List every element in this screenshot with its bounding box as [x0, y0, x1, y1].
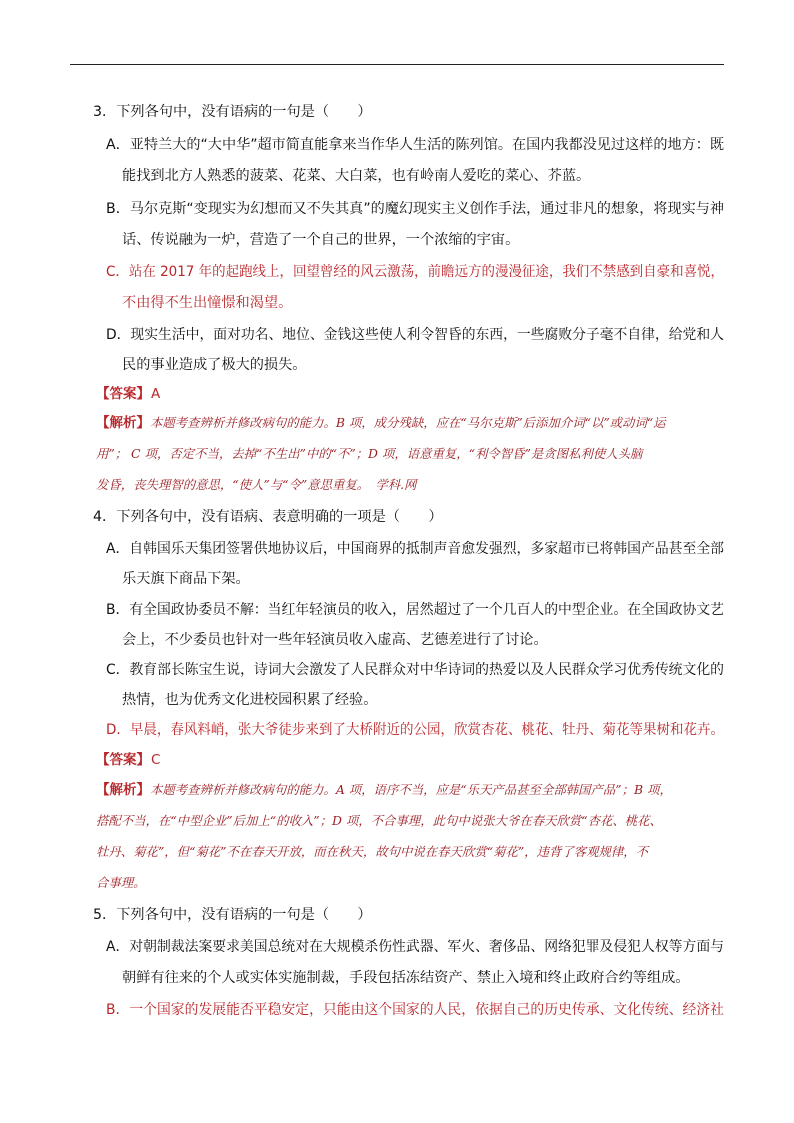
analysis-cont: 发昏，丧失理智的意思，“使人”与“令”意思重复。 学科.网 — [96, 477, 417, 492]
option-a: A．对朝制裁法案要求美国总统对在大规模杀伤性武器、军火、奢侈品、网络犯罪及侵犯人权等方面与 — [106, 939, 724, 955]
question-stem: 4．下列各句中，没有语病、表意明确的一项是（ ） — [93, 509, 443, 525]
analysis-label: 【解析】 — [96, 782, 150, 798]
option-b-cont: 话、传说融为一炉，营造了一个自己的世界，一个浓缩的宇宙。 — [122, 232, 520, 248]
option-b-cont: 会上，不少委员也针对一些年轻演员收入虚高、艺德差进行了讨论。 — [122, 632, 548, 648]
analysis-label: 【解析】 — [96, 415, 150, 431]
analysis-text: 本题考查辨析并修改病句的能力。B 项，成分残缺，应在“马尔克斯”后添加介词“以”或动词“运 — [150, 415, 666, 430]
question-stem: 3．下列各句中，没有语病的一句是（ ） — [93, 104, 372, 120]
option-c: C．教育部长陈宝生说，诗词大会激发了人民群众对中华诗词的热爱以及人民群众学习优秀传统文化的 — [106, 662, 725, 678]
option-a-cont: 朝鲜有往来的个人或实体实施制裁，手段包括冻结资产、禁止入境和终止政府合约等组成。 — [122, 970, 690, 986]
option-b: B．马尔克斯“变现实为幻想而又不失其真”的魔幻现实主义创作手法，通过非凡的想象，将现实与神 — [106, 201, 725, 217]
analysis-cont: 牡丹、菊花”，但“菊花”不在春天开放，而在秋天，故句中说在春天欣赏“菊花”，违背了客观规律，不 — [96, 844, 649, 859]
option-c-cont: 不由得不生出憧憬和渴望。 — [122, 295, 293, 311]
option-a: A．亚特兰大的“大中华”超市简直能拿来当作华人生活的陈列馆。在国内我都没见过这样的地方：既 — [106, 137, 725, 153]
answer-line — [96, 750, 160, 770]
option-b: B．有全国政协委员不解：当红年轻演员的收入，居然超过了一个几百人的中型企业。在全国政协文艺 — [106, 602, 725, 618]
analysis-cont: 用”； C 项，否定不当，去掉“不生出”中的“不”；D 项，语意重复，“利令智昏”是贪图私利使人头脑 — [96, 446, 643, 461]
option-a: A．自韩国乐天集团签署供地协议后，中国商界的抵制声音愈发强烈，多家超市已将韩国产品甚至全部 — [106, 541, 724, 557]
option-c: C．站在 2017 年的起跑线上，回望曾经的风云激荡，前瞻远方的漫漫征途，我们不禁感到自豪和喜悦， — [106, 264, 724, 280]
analysis-line — [96, 413, 724, 433]
analysis-cont: 合事理。 — [96, 875, 146, 890]
option-d: D．现实生活中，面对功名、地位、金钱这些使人利令智昏的东西，一些腐败分子毫不自律，给党和人 — [106, 327, 724, 343]
analysis-line — [96, 780, 724, 800]
analysis-cont: 搭配不当，在“中型企业”后加上“的收入”；D 项，不合事理，此句中说张大爷在春天欣赏“杏花、桃花、 — [96, 813, 662, 828]
answer-value: A — [151, 386, 161, 402]
option-a-cont: 能找到北方人熟悉的菠菜、花菜、大白菜，也有岭南人爱吃的菜心、芥蓝。 — [122, 168, 591, 184]
analysis-text: 本题考查辨析并修改病句的能力。A 项，语序不当，应是“乐天产品甚至全部韩国产品”；B 项， — [150, 782, 672, 797]
header-rule — [70, 64, 724, 65]
option-d-cont: 民的事业造成了极大的损失。 — [122, 357, 307, 373]
answer-line — [96, 384, 160, 404]
answer-value: C — [151, 752, 161, 768]
option-b: B．一个国家的发展能否平稳安定，只能由这个国家的人民，依据自己的历史传承、文化传统、经济社 — [106, 1002, 725, 1018]
answer-label: 【答案】 — [96, 752, 150, 768]
option-a-cont: 乐天旗下商品下架。 — [122, 571, 250, 587]
option-c-cont: 热情，也为优秀文化进校园积累了经验。 — [122, 692, 378, 708]
option-d: D．早晨，春风料峭，张大爷徒步来到了大桥附近的公园，欣赏杏花、桃花、牡丹、菊花等果树和花卉。 — [106, 722, 725, 738]
question-stem: 5．下列各句中，没有语病的一句是（ ） — [93, 907, 372, 923]
answer-label: 【答案】 — [96, 386, 150, 402]
